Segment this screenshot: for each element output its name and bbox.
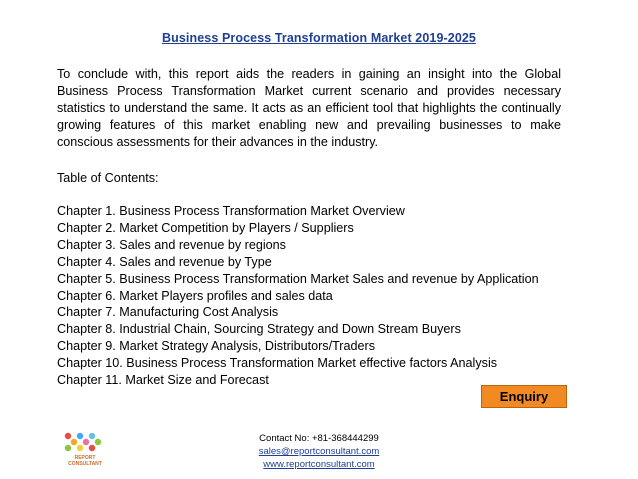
contact-phone: Contact No: +81-368444299 [259, 433, 379, 444]
contact-email-link[interactable]: sales@reportconsultant.com [258, 446, 380, 457]
logo-text-line1: REPORT [74, 455, 96, 461]
contact-block [0, 432, 638, 471]
chapter-item: Chapter 7. Manufacturing Cost Analysis [57, 305, 279, 320]
chapter-item: Chapter 3. Sales and revenue by regions [57, 237, 286, 252]
contact-website-link[interactable]: www.reportconsultant.com [263, 459, 375, 470]
logo-text-line2: CONSULTANT [68, 461, 102, 467]
chapter-item: Chapter 4. Sales and revenue by Type [57, 254, 272, 269]
chapter-item: Chapter 9. Market Strategy Analysis, Distributors/Traders [57, 339, 375, 354]
summary-paragraph: To conclude with, this report aids the readers in gaining an insight into the Global Business Process Transformation Market current scenario and provides necessary statistics to understand the same. It acts as an efficient tool that highlights the continually growing features of this market enabling new and prevailing businesses to make conscious assessments for their advances in the industry. [57, 67, 561, 149]
chapter-list [57, 203, 577, 389]
chapter-item: Chapter 11. Market Size and Forecast [57, 373, 269, 388]
enquiry-button[interactable]: Enquiry [481, 385, 567, 408]
chapter-item: Chapter 1. Business Process Transformation Market Overview [57, 204, 405, 218]
document-title: Business Process Transformation Market 2019-2025 [162, 31, 476, 45]
toc-heading: Table of Contents: [57, 171, 159, 185]
chapter-item: Chapter 5. Business Process Transformation Market Sales and revenue by Application [57, 271, 539, 286]
chapter-item: Chapter 10. Business Process Transformation Market effective factors Analysis [57, 356, 498, 371]
chapter-item: Chapter 6. Market Players profiles and sales data [57, 288, 333, 303]
chapter-item: Chapter 2. Market Competition by Players / Suppliers [57, 220, 354, 235]
chapter-item: Chapter 8. Industrial Chain, Sourcing Strategy and Down Stream Buyers [57, 322, 461, 337]
